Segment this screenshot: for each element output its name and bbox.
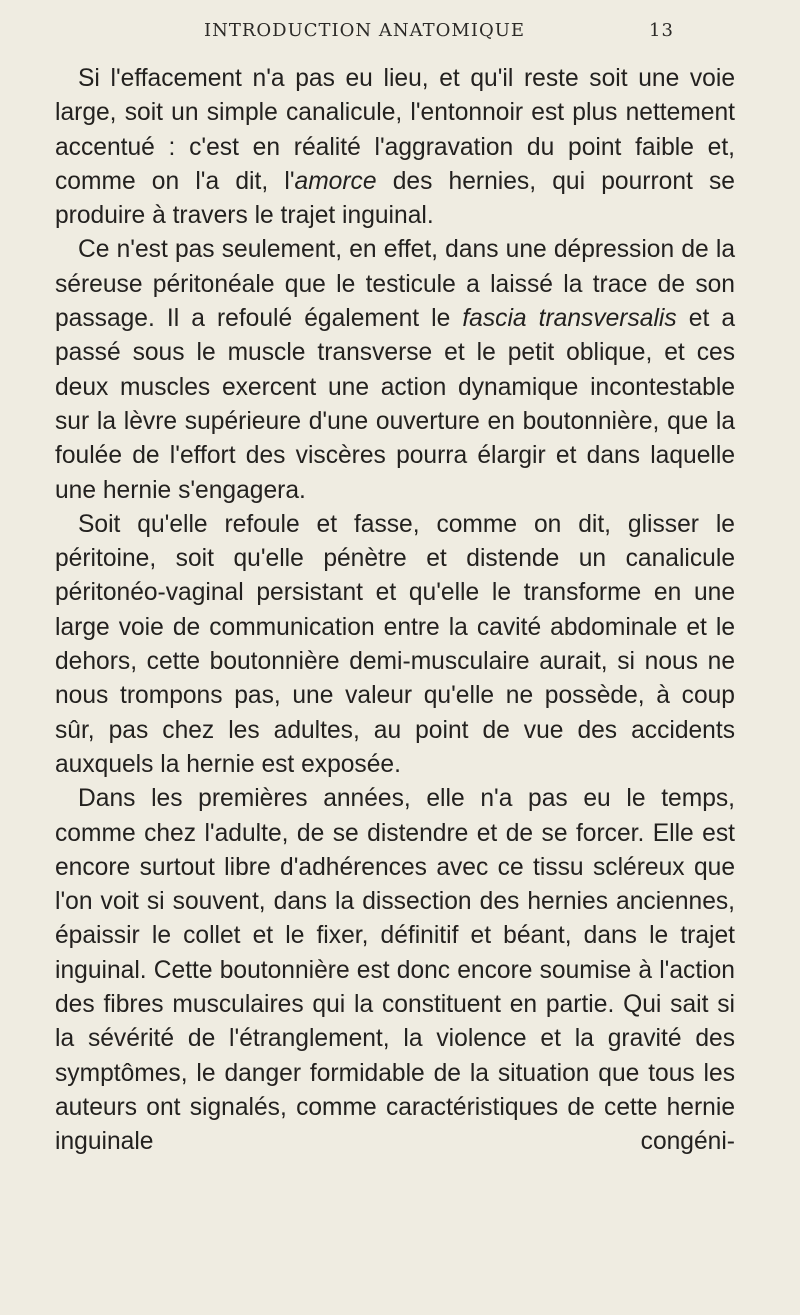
emphasis-amorce: amorce xyxy=(294,167,377,195)
running-head xyxy=(204,20,724,50)
paragraph-hernies-text-1: Si l'effacement n'a pas eu lieu, et qu'il reste soit une voie large, soit un simple canalicule, l'entonnoir est plus nettement accentué : c'est en réalité l'aggravation du point faible et, comme on l'a dit, l' xyxy=(55,65,735,195)
paragraph-depression-text-1: Ce n'est pas seulement, en effet, dans une dépression de la séreuse péritonéale que le testicule a laissé la trace de son passage. Il a refoulé également le xyxy=(55,236,735,333)
running-head-title: INTRODUCTION ANATOMIQUE xyxy=(204,20,526,41)
body-text xyxy=(55,62,735,1160)
paragraph-hernies xyxy=(55,62,735,233)
page-number: 13 xyxy=(649,20,674,41)
paragraph-hernies-text-2: des hernies, qui pourront se produire à travers le trajet inguinal. xyxy=(55,167,735,230)
paragraph-peritoine: Soit qu'elle refoule et fasse, comme on dit, glisser le péritoine, soit qu'elle pénètre et distende un canalicule péritonéo-vaginal persistant et qu'elle le transforme en une large voie de communication entre la cavité abdominale et le dehors, cette boutonnière demi-musculaire aurait, si nous ne nous trompons pas, une valeur qu'elle ne possède, à coup sûr, pas chez les adultes, au point de vue des accidents auxquels la hernie est exposée. xyxy=(55,510,735,778)
paragraph-congenital: Dans les premières années, elle n'a pas eu le temps, comme chez l'adulte, de se distendre et de se forcer. Elle est encore surtout libre d'adhérences avec ce tissu scléreux que l'on voit si souvent, dans la dissection des hernies anciennes, épaissir le collet et le fixer, définitif et béant, dans le trajet inguinal. Cette boutonnière est donc encore soumise à l'action des fibres musculaires qui la constituent en partie. Qui sait si la sévérité de l'étranglement, la violence et la gravité des symptômes, le danger formidable de la situation que tous les auteurs ont signalés, comme caractéristiques de cette hernie inguinale congéni- xyxy=(55,785,735,1156)
emphasis-fascia-transversalis: fascia transversalis xyxy=(462,305,677,333)
paragraph-depression-text-2: et a passé sous le muscle transverse et le petit oblique, et ces deux muscles exercent une action dynamique incontestable sur la lèvre supérieure d'une ouverture en boutonnière, que la foulée de l'effort des viscères pourra élargir et dans laquelle une hernie s'engagera. xyxy=(55,305,736,504)
paragraph-depression xyxy=(55,233,735,507)
